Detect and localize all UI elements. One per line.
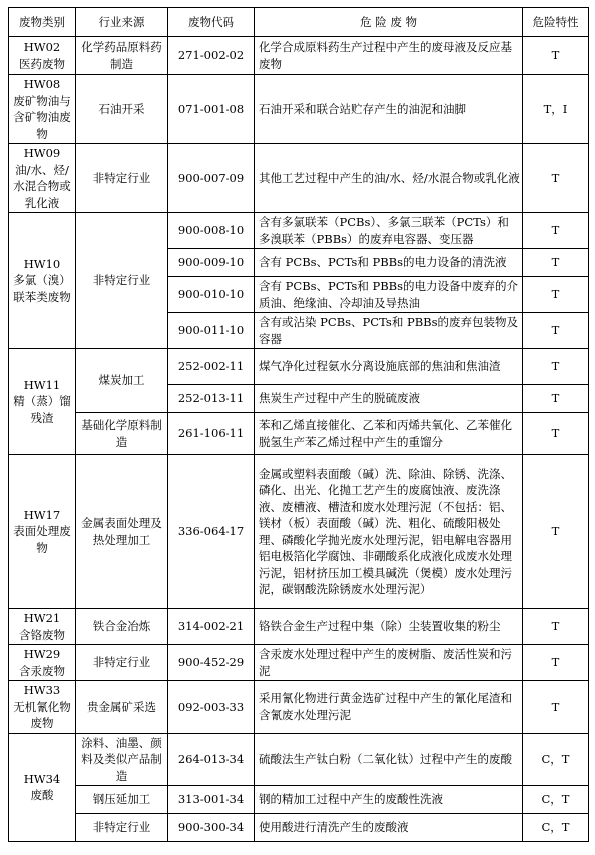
waste-code-cell: 900-008-10 — [168, 213, 255, 249]
industry-source-cell: 贵金属矿采选 — [76, 681, 168, 734]
waste-description-cell: 化学合成原料药生产过程中产生的废母液及反应基废物 — [255, 37, 523, 75]
industry-source-cell: 石油开采 — [76, 75, 168, 144]
waste-description-cell: 铬铁合金生产过程中集（除）尘装置收集的粉尘 — [255, 609, 523, 645]
waste-description-cell: 含有或沾染 PCBs、PCTs和 PBBs的废弃包装物及容器 — [255, 313, 523, 349]
table-row — [9, 455, 589, 609]
waste-description-cell: 其他工艺过程中产生的油/水、烃/水混合物或乳化液 — [255, 144, 523, 213]
waste-description-cell: 含有 PCBs、PCTs和 PBBs的电力设备的清洗液 — [255, 249, 523, 277]
waste-description-cell: 含有 PCBs、PCTs和 PBBs的电力设备中废弃的介质油、绝缘油、冷却油及导热油 — [255, 277, 523, 313]
waste-description-cell: 金属或塑料表面酸（碱）洗、除油、除锈、洗涤、磷化、出光、化抛工艺产生的废腐蚀液、废洗涤液、废槽液、槽渣和废水处理污泥（不包括：铝、镁材（板）表面酸（碱）洗、粗化、硫酸阳极处理、磷酸化学抛光废水处理污泥，铝电解电容器用铝电极箔化学腐蚀、非硼酸系化成液化成废水处理污泥，铝材挤压加工模具碱洗（煲模）废水处理污泥，碳钢酸洗除锈废水处理污泥） — [255, 455, 523, 609]
table-row — [9, 37, 589, 75]
waste-description-cell: 硫酸法生产钛白粉（二氧化钛）过程中产生的废酸 — [255, 733, 523, 786]
table-row — [9, 144, 589, 213]
waste-code-cell: 314-002-21 — [168, 609, 255, 645]
hazard-characteristic-cell: T — [523, 144, 589, 213]
table-row — [9, 413, 589, 455]
table-row — [9, 733, 589, 786]
hazard-characteristic-cell: C，T — [523, 733, 589, 786]
waste-code-cell: 900-011-10 — [168, 313, 255, 349]
table-header-row — [9, 8, 589, 37]
waste-description-cell: 采用氰化物进行黄金选矿过程中产生的氰化尾渣和含氰废水处理污泥 — [255, 681, 523, 734]
header-industry-source: 行业来源 — [76, 8, 168, 37]
waste-code-cell: 092-003-33 — [168, 681, 255, 734]
waste-category: HW34 废酸 — [23, 771, 61, 803]
waste-description-cell: 焦炭生产过程中产生的脱硫废液 — [255, 385, 523, 413]
waste-code-cell: 071-001-08 — [168, 75, 255, 144]
industry-source-cell: 化学药品原料药制造 — [76, 37, 168, 75]
header-waste-code: 废物代码 — [168, 8, 255, 37]
waste-code-cell: 900-300-34 — [168, 814, 255, 842]
hazard-characteristic-cell: T — [523, 413, 589, 455]
waste-code-cell: 271-002-02 — [168, 37, 255, 75]
waste-description-cell: 含有多氯联苯（PCBs）、多氯三联苯（PCTs）和多溴联苯（PBBs）的废弃电容器、变压器 — [255, 213, 523, 249]
industry-source-cell: 涂料、油墨、颜料及类似产品制造 — [76, 733, 168, 786]
hazardous-waste-table-container — [8, 7, 588, 842]
waste-category: HW09 油/水、烃/水混合物或乳化液 — [13, 146, 71, 210]
waste-category-cell — [9, 37, 76, 75]
industry-source-cell: 铁合金冶炼 — [76, 609, 168, 645]
waste-category: HW11 精（蒸）馏残渣 — [13, 377, 71, 425]
waste-code-cell: 252-002-11 — [168, 349, 255, 385]
waste-code-cell: 900-452-29 — [168, 645, 255, 681]
waste-code-cell: 261-106-11 — [168, 413, 255, 455]
table-row — [9, 645, 589, 681]
hazard-characteristic-cell: C，T — [523, 814, 589, 842]
waste-description-cell: 苯和乙烯直接催化、乙苯和丙烯共氧化、乙苯催化脱氢生产苯乙烯过程中产生的重馏分 — [255, 413, 523, 455]
industry-source-cell: 煤炭加工 — [76, 349, 168, 413]
waste-category-cell — [9, 681, 76, 734]
waste-code-cell: 900-009-10 — [168, 249, 255, 277]
waste-category-cell — [9, 645, 76, 681]
table-row — [9, 786, 589, 814]
industry-source-cell: 非特定行业 — [76, 645, 168, 681]
waste-description-cell: 钢的精加工过程中产生的废酸性洗液 — [255, 786, 523, 814]
waste-code-cell: 313-001-34 — [168, 786, 255, 814]
waste-code-cell: 900-010-10 — [168, 277, 255, 313]
hazard-characteristic-cell: T — [523, 645, 589, 681]
waste-category-cell — [9, 213, 76, 349]
waste-category: HW29 含汞废物 — [19, 647, 65, 678]
waste-category: HW08 废矿物油与含矿物油废物 — [13, 77, 71, 141]
header-hazardous-waste: 危 险 废 物 — [255, 8, 523, 37]
waste-category-cell — [9, 144, 76, 213]
waste-category-cell — [9, 733, 76, 842]
industry-source-cell: 非特定行业 — [76, 144, 168, 213]
table-row — [9, 75, 589, 144]
hazard-characteristic-cell: T — [523, 213, 589, 249]
waste-description-cell: 含汞废水处理过程中产生的废树脂、废活性炭和污泥 — [255, 645, 523, 681]
table-row — [9, 681, 589, 734]
waste-description-cell: 石油开采和联合站贮存产生的油泥和油脚 — [255, 75, 523, 144]
hazard-characteristic-cell: T — [523, 313, 589, 349]
hazard-characteristic-cell: C，T — [523, 786, 589, 814]
waste-category: HW33 无机氰化物废物 — [13, 683, 71, 730]
waste-description-cell: 使用酸进行清洗产生的废酸液 — [255, 814, 523, 842]
waste-code-cell: 336-064-17 — [168, 455, 255, 609]
waste-category: HW21 含铬废物 — [19, 611, 65, 642]
hazard-characteristic-cell: T — [523, 609, 589, 645]
hazard-characteristic-cell: T — [523, 385, 589, 413]
table-row — [9, 814, 589, 842]
waste-code-cell: 264-013-34 — [168, 733, 255, 786]
waste-code-cell: 252-013-11 — [168, 385, 255, 413]
hazard-characteristic-cell: T — [523, 455, 589, 609]
industry-source-cell: 金属表面处理及热处理加工 — [76, 455, 168, 609]
waste-category-cell — [9, 349, 76, 455]
table-row — [9, 609, 589, 645]
hazard-characteristic-cell: T — [523, 277, 589, 313]
hazardous-waste-table — [8, 7, 589, 842]
table-row — [9, 213, 589, 249]
header-waste-category: 废物类别 — [9, 8, 76, 37]
industry-source-cell: 钢压延加工 — [76, 786, 168, 814]
hazard-characteristic-cell: T — [523, 349, 589, 385]
waste-category: HW10 多氯（溴）联苯类废物 — [13, 256, 71, 304]
hazard-characteristic-cell: T — [523, 249, 589, 277]
waste-category-cell — [9, 75, 76, 144]
header-hazard-characteristic: 危险特性 — [523, 8, 589, 37]
waste-category-cell — [9, 455, 76, 609]
waste-category: HW17 表面处理废物 — [13, 507, 71, 555]
waste-code-cell: 900-007-09 — [168, 144, 255, 213]
waste-category: HW02 医药废物 — [19, 40, 65, 71]
hazard-characteristic-cell: T — [523, 37, 589, 75]
industry-source-cell: 基础化学原料制造 — [76, 413, 168, 455]
table-row — [9, 349, 589, 385]
hazard-characteristic-cell: T，I — [523, 75, 589, 144]
hazard-characteristic-cell: T — [523, 681, 589, 734]
industry-source-cell: 非特定行业 — [76, 213, 168, 349]
waste-description-cell: 煤气净化过程氨水分离设施底部的焦油和焦油渣 — [255, 349, 523, 385]
industry-source-cell: 非特定行业 — [76, 814, 168, 842]
waste-category-cell — [9, 609, 76, 645]
